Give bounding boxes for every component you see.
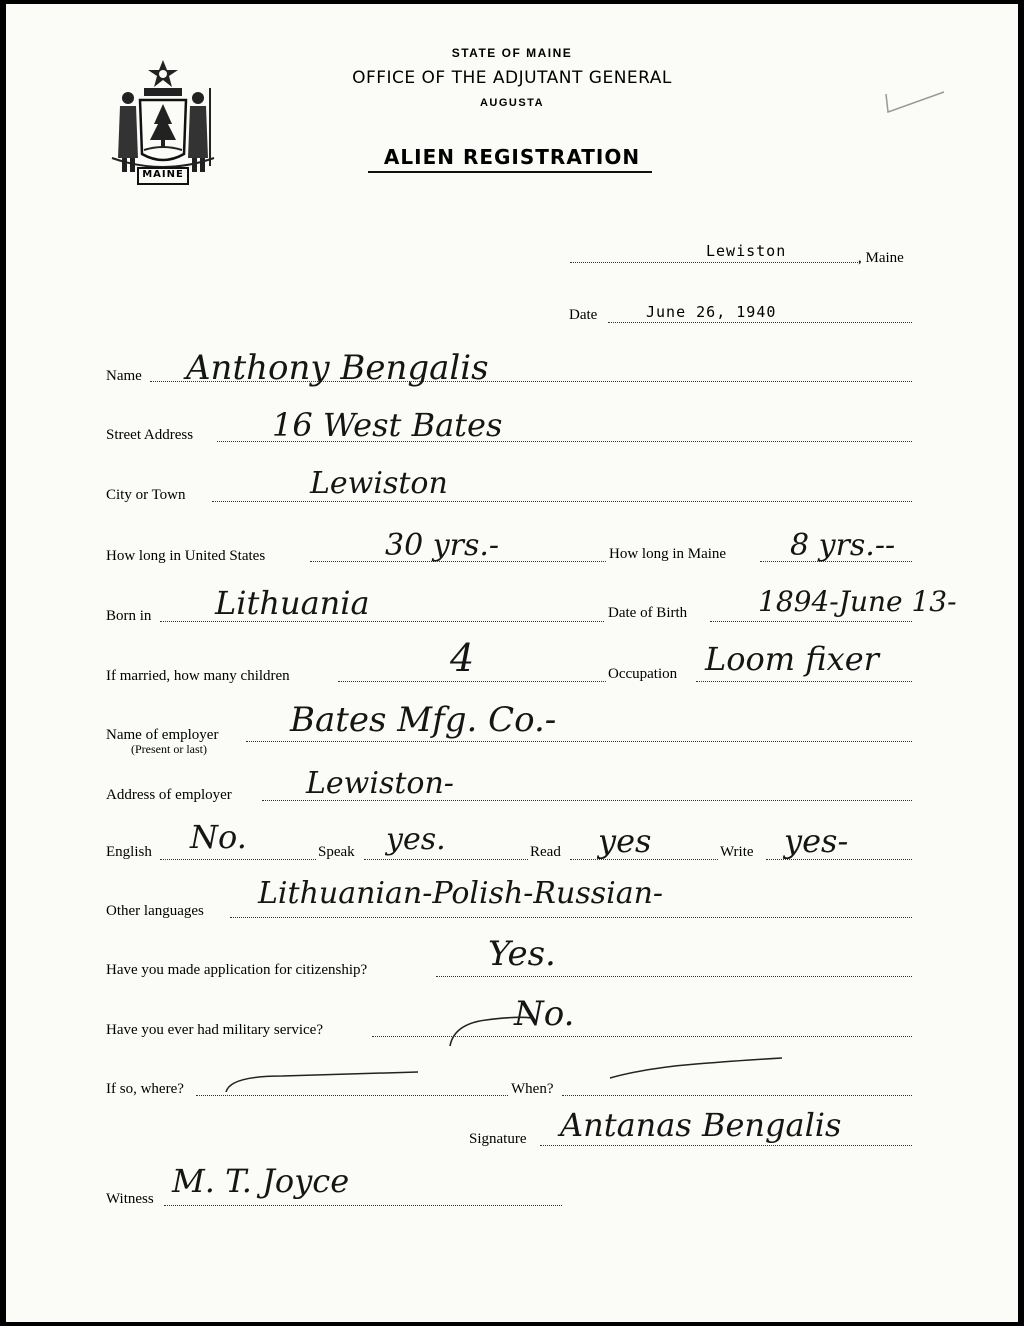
other-languages-label: Other languages bbox=[106, 903, 204, 919]
citizenship-label: Have you made application for citizenship? bbox=[106, 962, 368, 978]
years-us-label: How long in United States bbox=[106, 548, 266, 564]
where-pen-stroke bbox=[222, 1066, 422, 1096]
title-underline bbox=[368, 171, 652, 173]
employer-line bbox=[246, 741, 912, 742]
check-mark-icon bbox=[880, 88, 950, 118]
employer-address-value: Lewiston- bbox=[306, 766, 454, 801]
name-label: Name bbox=[106, 368, 142, 384]
signature-line bbox=[540, 1145, 912, 1146]
city-label: City or Town bbox=[106, 487, 186, 503]
occupation-value: Loom fixer bbox=[705, 640, 879, 678]
years-maine-label: How long in Maine bbox=[609, 546, 727, 562]
when-label: When? bbox=[511, 1081, 554, 1097]
birth-date-line bbox=[710, 621, 912, 622]
birth-date-value: 1894-June 13- bbox=[758, 585, 957, 618]
signature-label: Signature bbox=[469, 1131, 527, 1147]
citizenship-value: Yes. bbox=[488, 934, 556, 974]
speak-label: Speak bbox=[318, 844, 355, 860]
military-label: Have you ever had military service? bbox=[106, 1022, 323, 1038]
write-label: Write bbox=[720, 844, 754, 860]
witness-label: Witness bbox=[106, 1191, 154, 1207]
read-label: Read bbox=[530, 844, 561, 860]
speak-line bbox=[364, 859, 528, 860]
english-label: English bbox=[106, 844, 152, 860]
office-heading: OFFICE OF THE ADJUTANT GENERAL bbox=[352, 68, 672, 88]
date-line bbox=[608, 322, 912, 323]
date-label: Date bbox=[569, 307, 598, 323]
years-us-value: 30 yrs.- bbox=[385, 528, 500, 563]
city-line bbox=[212, 501, 912, 502]
seal-banner-text: MAINE bbox=[142, 169, 184, 180]
location-suffix: , Maine bbox=[858, 250, 904, 266]
write-value: yes- bbox=[784, 822, 849, 860]
military-pen-stroke bbox=[446, 1010, 536, 1050]
born-in-label: Born in bbox=[106, 608, 152, 624]
where-label: If so, where? bbox=[106, 1081, 184, 1097]
speak-value: yes. bbox=[386, 822, 446, 857]
when-pen-stroke bbox=[606, 1054, 786, 1084]
location-line bbox=[570, 262, 860, 263]
other-languages-line bbox=[230, 917, 912, 918]
witness-line bbox=[164, 1205, 562, 1206]
employer-value: Bates Mfg. Co.- bbox=[290, 700, 557, 740]
witness-value: M. T. Joyce bbox=[172, 1162, 350, 1200]
born-in-value: Lithuania bbox=[215, 584, 370, 622]
birth-date-label: Date of Birth bbox=[608, 605, 688, 621]
english-line bbox=[160, 859, 316, 860]
city-heading: AUGUSTA bbox=[479, 97, 545, 109]
form-title: ALIEN REGISTRATION bbox=[383, 145, 641, 169]
other-languages-value: Lithuanian-Polish-Russian- bbox=[258, 876, 664, 911]
when-line bbox=[562, 1095, 912, 1096]
children-line bbox=[338, 681, 606, 682]
street-value: 16 West Bates bbox=[272, 406, 503, 444]
employer-label: Name of employer bbox=[106, 727, 219, 743]
employer-address-label: Address of employer bbox=[106, 787, 232, 803]
date-value: June 26, 1940 bbox=[646, 303, 777, 321]
state-heading: STATE OF MAINE bbox=[451, 46, 573, 60]
citizenship-line bbox=[436, 976, 912, 977]
years-maine-value: 8 yrs.-- bbox=[790, 528, 896, 563]
location-value: Lewiston bbox=[706, 242, 787, 260]
signature-value: Antanas Bengalis bbox=[560, 1106, 842, 1144]
city-value: Lewiston bbox=[310, 466, 448, 501]
military-value: No. bbox=[514, 994, 575, 1034]
occupation-line bbox=[696, 681, 912, 682]
employer-sublabel: (Present or last) bbox=[131, 742, 207, 756]
children-value: 4 bbox=[450, 636, 475, 680]
read-value: yes bbox=[598, 822, 652, 860]
street-label: Street Address bbox=[106, 427, 194, 443]
occupation-label: Occupation bbox=[608, 666, 678, 682]
name-value: Anthony Bengalis bbox=[186, 348, 489, 388]
children-label: If married, how many children bbox=[106, 668, 290, 684]
english-value: No. bbox=[190, 818, 247, 856]
